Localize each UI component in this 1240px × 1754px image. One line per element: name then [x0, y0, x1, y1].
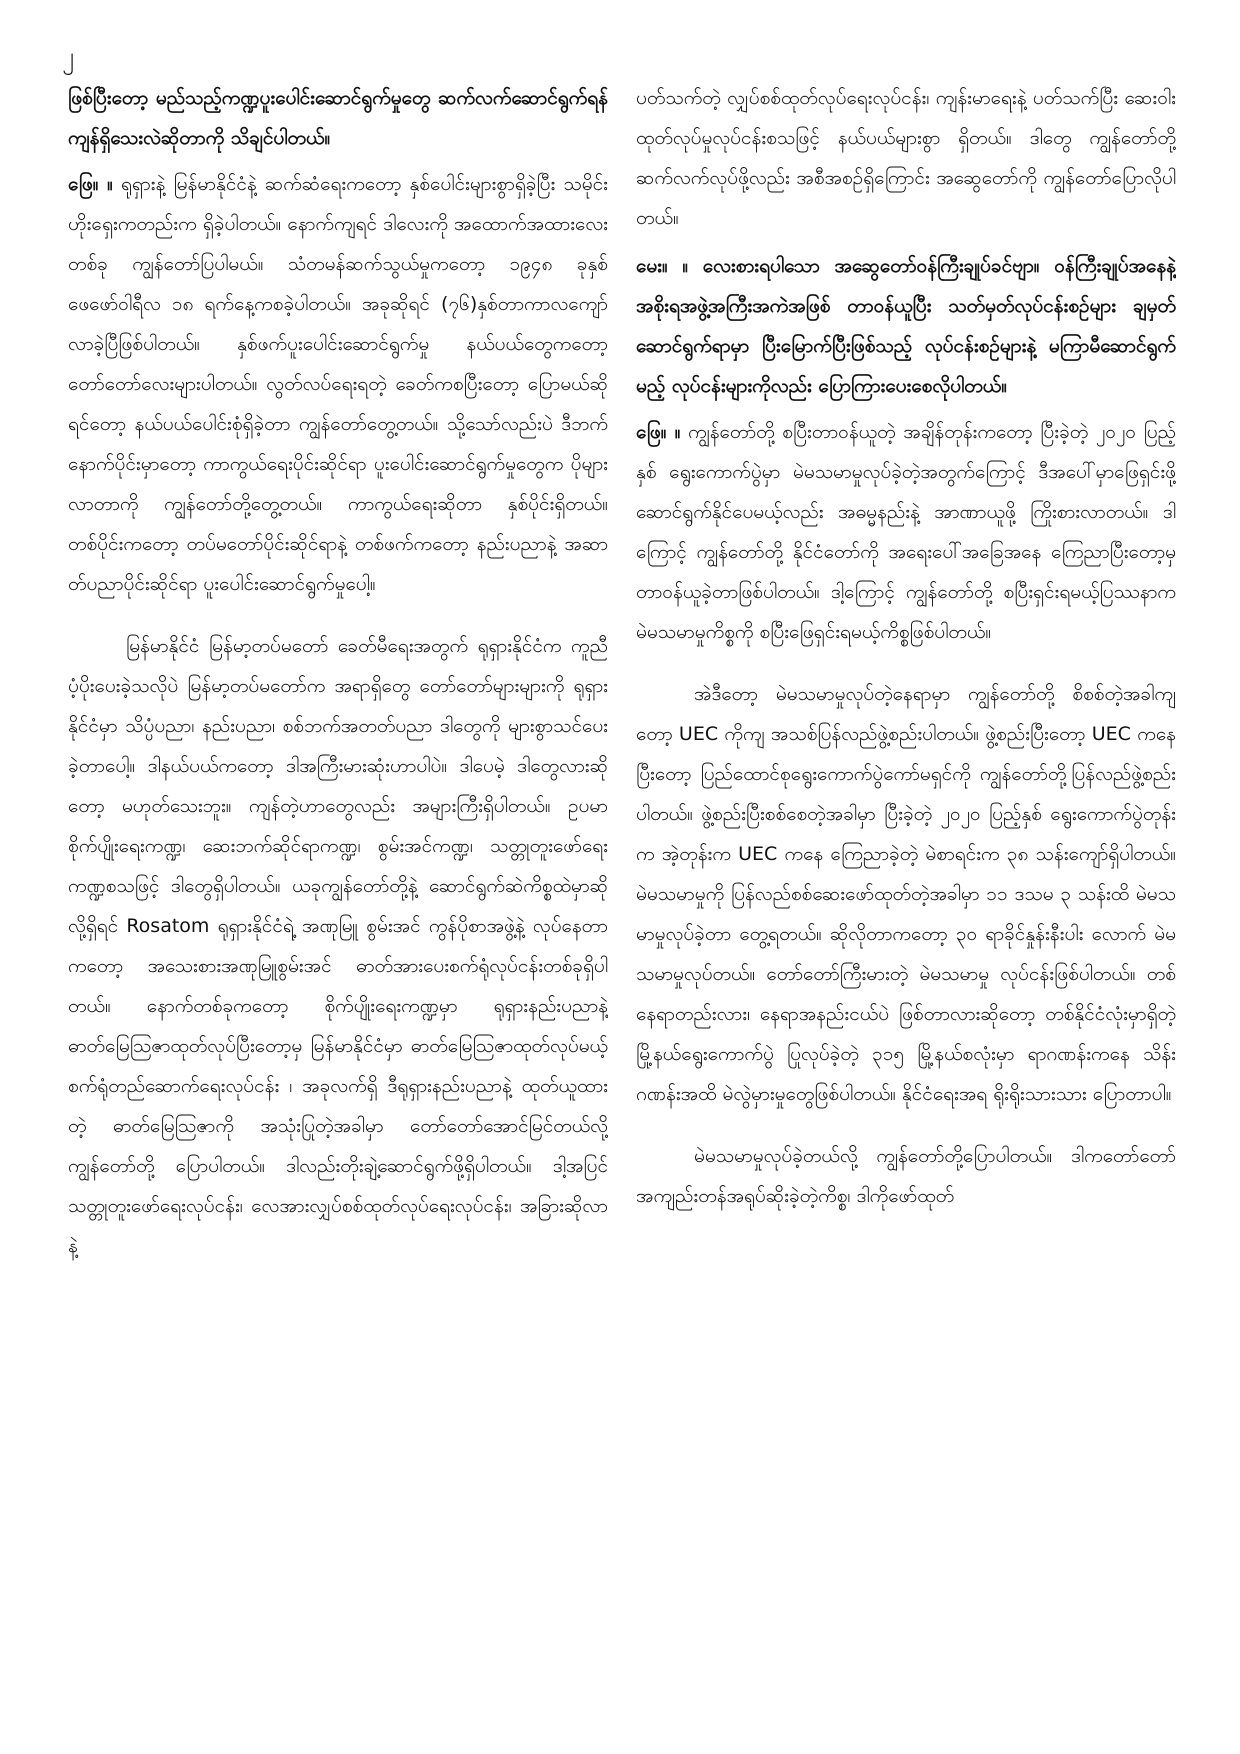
page-number: ၂	[62, 42, 74, 70]
left-column	[68, 78, 608, 1718]
body-paragraph: မြန်မာနိုင်ငံ မြန်မာ့တပ်မတော် ခေတ်မီရေးအတွက် ရုရှားနိုင်ငံက ကူညီပံ့ပိုးပေးခဲ့သလိုပဲ မြန်မာ့တပ်မတော်က အရာရှိတွေ တော်တော်များများကို ရုရှားနိုင်ငံမှာ သိပ္ပံပညာ၊ နည်းပညာ၊ စစ်ဘက်အတတ်ပညာ ဒါတွေကို များစွာသင်ပေးခဲ့တာပေါ့။ ဒါနယ်ပယ်ကတော့ ဒါအကြီးမားဆုံးဟာပါပဲ။ ဒါပေမဲ့ ဒါတွေလားဆိုတော့ မဟုတ်သေးဘူး။ ကျန်တဲ့ဟာတွေလည်း အများကြီးရှိပါတယ်။ ဥပမာ စိုက်ပျိုးရေးကဏ္ဍ၊ ဆေးဘက်ဆိုင်ရာကဏ္ဍ၊ စွမ်းအင်ကဏ္ဍ၊ သတ္တုတူးဖော်ရေးကဏ္ဍစသဖြင့် ဒါတွေရှိပါတယ်။ ယခုကျွန်တော်တို့နဲ့ ဆောင်ရွက်ဆဲကိစ္စထဲမှာဆိုလို့ရှိရင် Rosatom ရုရှားနိုင်ငံရဲ့ အဏုမြူ စွမ်းအင် ကွန်ပိုစာအဖွဲ့နဲ့ လုပ်နေတာကတော့ အသေးစားအဏုမြူစွမ်းအင် ဓာတ်အားပေးစက်ရုံလုပ်ငန်းတစ်ခုရှိပါတယ်။ နောက်တစ်ခုကတော့ စိုက်ပျိုးရေးကဏ္ဍမှာ ရုရှားနည်းပညာနဲ့ ဓာတ်မြေဩဇာထုတ်လုပ်ပြီးတော့မှ မြန်မာနိုင်ငံမှာ ဓာတ်မြေဩဇာထုတ်လုပ်မယ့် စက်ရုံတည်ဆောက်ရေးလုပ်ငန်း ၊ အခုလက်ရှိ ဒီရုရှားနည်းပညာနဲ့ ထုတ်ယူထားတဲ့ ဓာတ်မြေဩဇာကို အသုံးပြုတဲ့အခါမှာ တော်တော်အောင်မြင်တယ်လို့ ကျွန်တော်တို့ ပြောပါတယ်။ ဒါလည်းတိုးချဲ့ဆောင်ရွက်ဖို့ရှိပါတယ်။ ဒါ့အပြင် သတ္တုတူးဖော်ရေးလုပ်ငန်း၊ လေအားလျှပ်စစ်ထုတ်လုပ်ရေးလုပ်ငန်း၊ အခြားဆိုလာနဲ့	[68, 635, 608, 1257]
answer-paragraph	[636, 412, 1176, 652]
body-paragraph: မဲမသမာမှုလုပ်ခဲ့တယ်လို့ ကျွန်တော်တို့ပြောပါတယ်။ ဒါကတော်တော် အကျည်းတန်အရုပ်ဆိုးခဲ့တဲ့ကိစ္စ၊ ဒါကိုဖော်ထုတ်	[636, 1145, 1176, 1207]
answer-label: ဖြေ။ ။	[636, 421, 681, 443]
answer-label: ဖြေ။ ။	[68, 173, 113, 195]
answer-paragraph	[68, 164, 608, 604]
body-paragraph: ပတ်သက်တဲ့ လျှပ်စစ်ထုတ်လုပ်ရေးလုပ်ငန်း၊ ကျန်းမာရေးနဲ့ ပတ်သက်ပြီး ဆေးဝါးထုတ်လုပ်မှုလုပ်ငန်းစသဖြင့် နယ်ပယ်များစွာ ရှိတယ်။ ဒါတွေ ကျွန်တော်တို့ ဆက်လက်လုပ်ဖို့လည်း အစီအစဉ်ရှိကြောင်း အဆွေတော်ကို ကျွန်တော်ပြောလိုပါတယ်။	[636, 87, 1176, 229]
body-columns	[68, 78, 1176, 1718]
paragraph-gap	[636, 652, 1176, 674]
question-paragraph	[636, 246, 1176, 406]
paragraph-gap	[636, 1114, 1176, 1136]
answer-text: ရုရှားနဲ့ မြန်မာနိုင်ငံနဲ့ ဆက်ဆံရေးကတော့ နှစ်ပေါင်းများစွာရှိခဲ့ပြီး သမိုင်းဟိုးရှေးကတည်းက ရှိခဲ့ပါတယ်။ နောက်ကျရင် ဒါလေးကို အထောက်အထားလေးတစ်ခု ကျွန်တော်ပြပါမယ်။ သံတမန်ဆက်သွယ်မှုကတော့ ၁၉၄၈ ခုနှစ် ဖေဖော်ဝါရီလ ၁၈ ရက်နေ့ကစခဲ့ပါတယ်။ အခုဆိုရင် (၇၆)နှစ်တာကာလကျော်လာခဲ့ပြီဖြစ်ပါတယ်။ နှစ်ဖက်ပူးပေါင်းဆောင်ရွက်မှု နယ်ပယ်တွေကတော့ တော်တော်လေးများပါတယ်။ လွတ်လပ်ရေးရတဲ့ ခေတ်ကစပြီးတော့ ပြောမယ်ဆိုရင်တော့ နယ်ပယ်ပေါင်းစုံရှိခဲ့တာ ကျွန်တော်တွေ့တယ်။ သို့သော်လည်းပဲ ဒီဘက်နောက်ပိုင်းမှာတော့ ကာကွယ်ရေးပိုင်းဆိုင်ရာ ပူးပေါင်းဆောင်ရွက်မှုတွေက ပိုများလာတာကို ကျွန်တော်တို့တွေ့တယ်။ ကာကွယ်ရေးဆိုတာ နှစ်ပိုင်းရှိတယ်။ တစ်ပိုင်းကတော့ တပ်မတော်ပိုင်းဆိုင်ရာနဲ့ တစ်ဖက်ကတော့ နည်းပညာနဲ့ အဆာတ်ပညာပိုင်းဆိုင်ရာ ပူးပေါင်းဆောင်ရွက်မှုပေါ့။	[68, 173, 608, 595]
question-continuation: ဖြစ်ပြီးတော့ မည်သည့်ကဏ္ဍပူးပေါင်းဆောင်ရွက်မှုတွေ ဆက်လက်ဆောင်ရွက်ရန် ကျန်ရှိသေးလဲဆိုတာကို သိချင်ပါတယ်။	[68, 87, 608, 149]
body-paragraph: အဲဒီတော့ မဲမသမာမှုလုပ်တဲ့နေရာမှာ ကျွန်တော်တို့ စိစစ်တဲ့အခါကျတော့ UEC ကိုကျ အသစ်ပြန်လည်ဖွဲ့စည်းပါတယ်။ ဖွဲ့စည်းပြီးတော့ UEC ကနေပြီးတော့ ပြည်ထောင်စုရွေးကောက်ပွဲကော်မရှင်ကို ကျွန်တော်တို့ပြန်လည်ဖွဲ့စည်းပါတယ်။ ဖွဲ့စည်းပြီးစစ်စေတဲ့အခါမှာ ပြီးခဲ့တဲ့ ၂၀၂၀ ပြည့်နှစ် ရွေးကောက်ပွဲတုန်းက အဲ့တုန်းက UEC ကနေ ကြေညာခဲ့တဲ့ မဲစာရင်းက ၃၈ သန်းကျော်ရှိပါတယ်။ မဲမသမာမှုကို ပြန်လည်စစ်ဆေးဖော်ထုတ်တဲ့အခါမှာ ၁၁ ဒသမ ၃ သန်းထိ မဲမသမာမှုလုပ်ခဲ့တာ တွေ့ရတယ်။ ဆိုလိုတာကတော့ ၃၀ ရာခိုင်နှုန်းနီးပါး လောက် မဲမသမာမှုလုပ်တယ်။ တော်တော်ကြီးမားတဲ့ မဲမသမာမှု လုပ်ငန်းဖြစ်ပါတယ်။ တစ်နေရာတည်းလား၊ နေရာအနည်းငယ်ပဲ ဖြစ်တာလားဆိုတော့ တစ်နိုင်ငံလုံးမှာရှိတဲ့ မြို့နယ်ရွေးကောက်ပွဲ ပြုလုပ်ခဲ့တဲ့ ၃၁၅ မြို့နယ်စလုံးမှာ ရာဂဏန်းကနေ သိန်းဂဏန်းအထိ မဲလွဲမှားမှုတွေဖြစ်ပါတယ်။ နိုင်ငံရေးအရ ရိုးရိုးသားသား ပြောတာပါ။	[636, 683, 1176, 1105]
right-column	[636, 78, 1176, 1718]
question-label: မေး။ ။	[636, 255, 689, 277]
answer-text: ကျွန်တော်တို့ စပြီးတာဝန်ယူတဲ့ အချိန်တုန်းကတော့ ပြီးခဲ့တဲ့ ၂၀၂၀ ပြည့်နှစ် ရွေးကောက်ပွဲမှာ မဲမသမာမှုလုပ်ခဲ့တဲ့အတွက်ကြောင့် ဒီအပေါ်မှာဖြေရှင်းဖို့ ဆောင်ရွက်နိုင်ပေမယ့်လည်း အဓမ္မနည်းနဲ့ အာဏာယူဖို့ ကြိုးစားလာတယ်။ ဒါကြောင့် ကျွန်တော်တို့ နိုင်ငံတော်ကို အရေးပေါ်အခြေအနေ ကြေညာပြီးတော့မှ တာဝန်ယူခဲ့တာဖြစ်ပါတယ်။ ဒါ့ကြောင့် ကျွန်တော်တို့ စပြီးရှင်းရမယ့်ပြဿနာက မဲမသမာမှုကိစ္စကို စပြီးဖြေရှင်းရမယ့်ကိစ္စဖြစ်ပါတယ်။	[636, 421, 1176, 643]
paragraph-gap	[68, 604, 608, 626]
question-text: လေးစားရပါသော အဆွေတော်ဝန်ကြီးချုပ်ခင်ဗျာ။ ဝန်ကြီးချုပ်အနေနဲ့ အစိုးရအဖွဲ့အကြီးအကဲအဖြစ် တာဝန်ယူပြီး သတ်မှတ်လုပ်ငန်းစဉ်များ ချမှတ်ဆောင်ရွက်ရာမှာ ပြီးမြောက်ပြီးဖြစ်သည့် လုပ်ငန်းစဉ်များနဲ့ မကြာမီဆောင်ရွက်မည့် လုပ်ငန်းများကိုလည်း ပြောကြားပေးစေလိုပါတယ်။	[636, 255, 1176, 397]
